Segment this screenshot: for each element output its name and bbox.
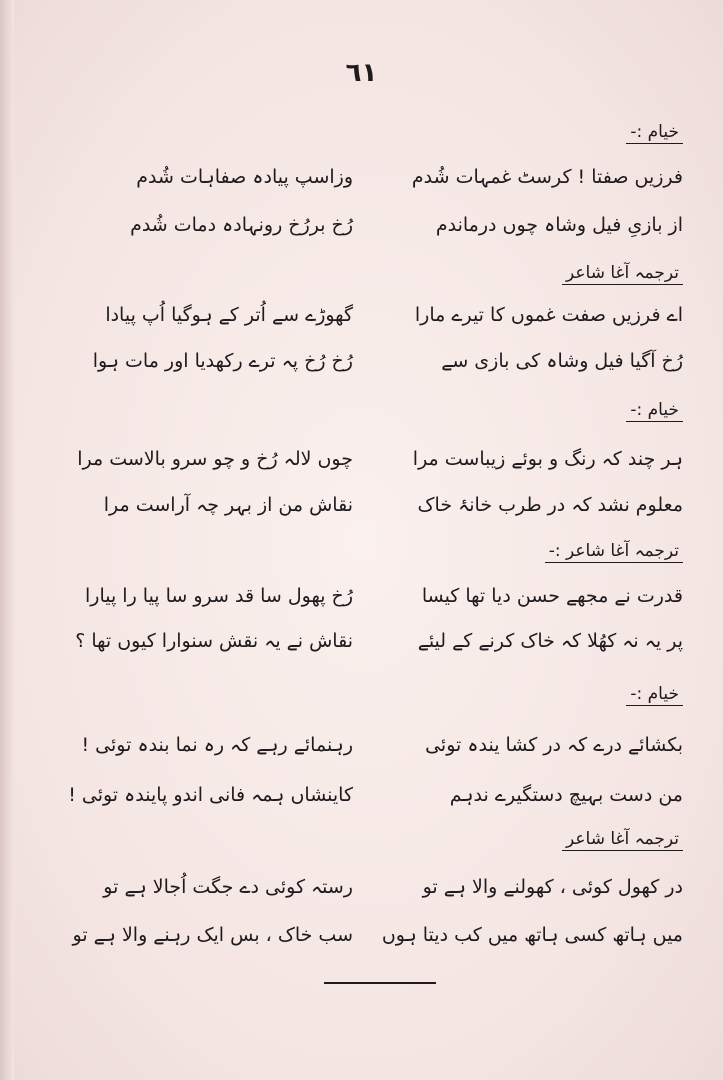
end-divider xyxy=(324,982,436,984)
verse-line: رُخ آگیا فیل وشاہ کی بازی سے xyxy=(441,350,683,372)
verse-line: سب خاک ، بس ایک رہنے والا ہے تو xyxy=(72,924,353,946)
verse-line: من دست بہیچ دستگیرے ندہم xyxy=(449,784,683,806)
verse-line: بکشائے درے کہ در کشا یندہ توئی xyxy=(425,734,683,756)
verse-line: پر یہ نہ کھُلا کہ خاک کرنے کے لیئے xyxy=(417,630,683,652)
verse-line: نقاش من از بہر چہ آراست مرا xyxy=(103,494,353,516)
verse-line: رُخ بررُخ رونہادہ دمات شُدم xyxy=(130,214,353,236)
section-heading: ترجمہ آغا شاعر xyxy=(562,828,683,851)
section-heading: خیام :- xyxy=(626,122,683,144)
verse-line: قدرت نے مجھے حسن دیا تھا کیسا xyxy=(421,585,683,607)
verse-line: ہر چند کہ رنگ و بوئے زیباست مرا xyxy=(412,448,683,470)
verse-line: رُخ رُخ پہ ترے رکھدیا اور مات ہوا xyxy=(92,350,353,372)
section-heading: خیام :- xyxy=(626,400,683,422)
verse-line: وزاسپ پیادہ صفاہات شُدم xyxy=(136,166,353,188)
verse-line: نقاش نے یہ نقش سنوارا کیوں تھا ؟ xyxy=(75,630,353,652)
verse-line: کاینشاں ہمہ فانی اندو پایندہ توئی ! xyxy=(68,784,353,806)
verse-line: معلوم نشد کہ در طرب خانۂ خاک xyxy=(417,494,683,516)
verse-line: رہنمائے رہے کہ رہ نما بندہ توئی ! xyxy=(81,734,353,756)
verse-line: از بازیِ فیل وشاہ چوں درماندم xyxy=(435,214,683,236)
verse-line: در کھول کوئی ، کھولنے والا ہے تو xyxy=(422,876,683,898)
section-heading: خیام :- xyxy=(626,684,683,706)
verse-line: فرزیں صفتا ! کرسٹ غمہات شُدم xyxy=(411,166,683,188)
page-edge-shadow xyxy=(0,0,14,1080)
verse-line: چوں لالہ رُخ و چو سرو بالاست مرا xyxy=(77,448,353,470)
verse-line: رُخ پھول سا قد سرو سا پیا را پیارا xyxy=(84,585,353,607)
page-number: ٦١ xyxy=(345,58,378,88)
section-heading: ترجمہ آغا شاعر :- xyxy=(545,540,683,563)
verse-line: رستہ کوئی دے جگت اُجالا ہے تو xyxy=(103,876,353,898)
section-heading: ترجمہ آغا شاعر xyxy=(562,262,683,285)
verse-line: گھوڑے سے اُتر کے ہوگیا اُپ پیادا xyxy=(105,304,353,326)
verse-line: اے فرزیں صفت غموں کا تیرے مارا xyxy=(414,304,683,326)
verse-line: میں ہاتھ کسی ہاتھ میں کب دیتا ہوں xyxy=(381,924,683,946)
